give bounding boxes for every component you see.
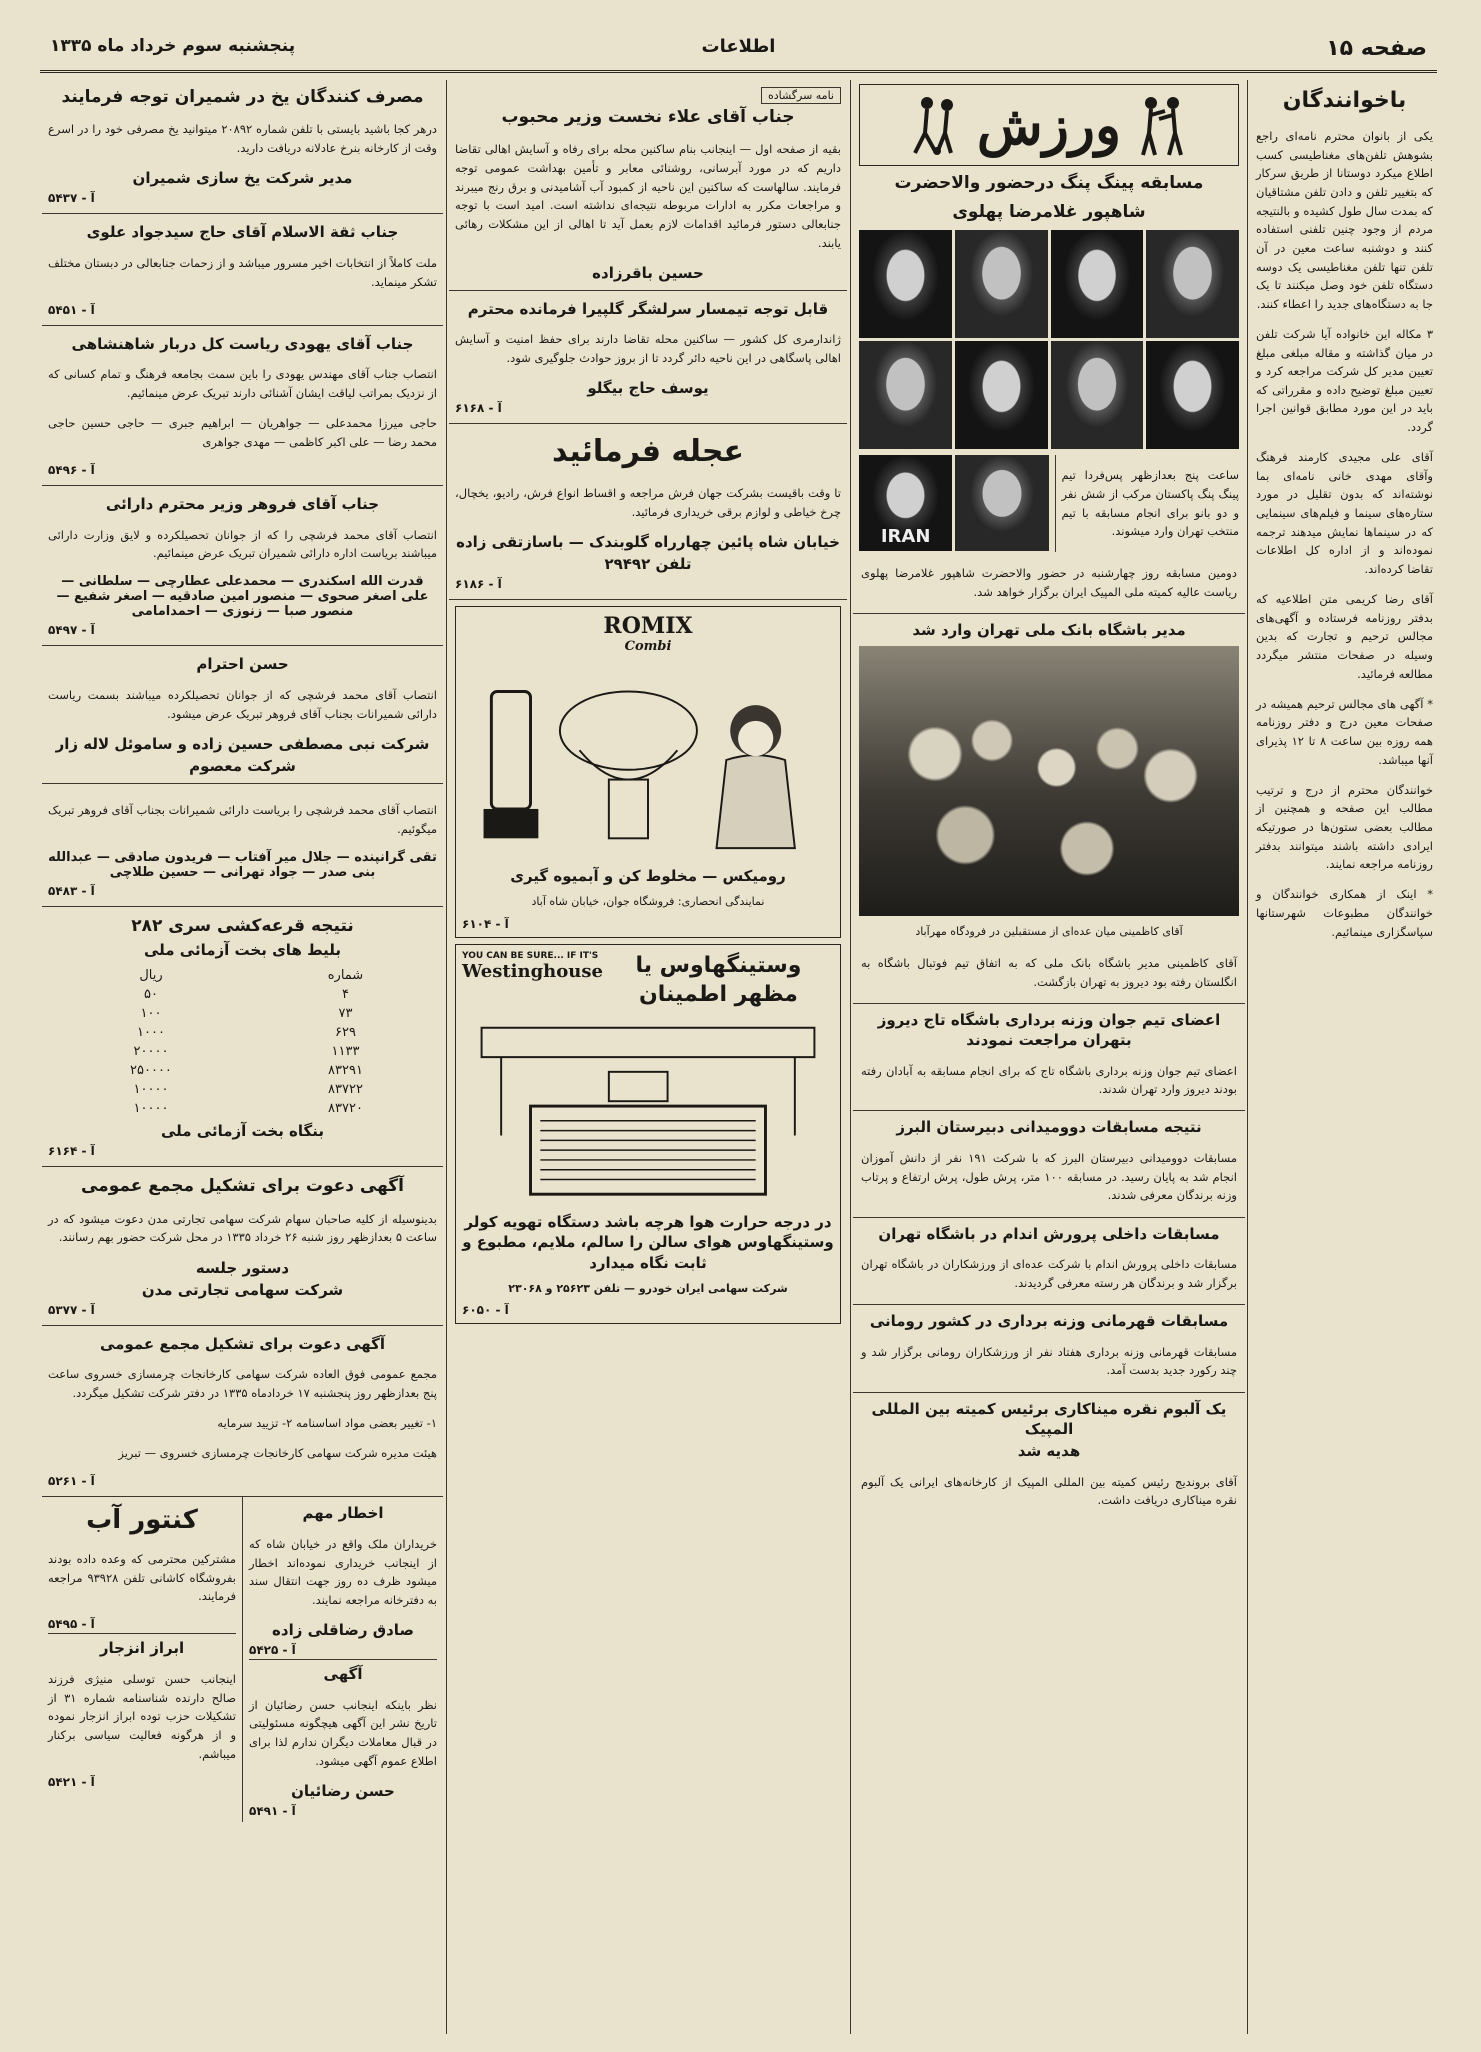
warning-text: خریداران ملک واقع در خیابان شاه که از اینجانب خریداری نموده‌اند اخطار میشود ظرف ده روز جهت انتقال سند به دفترخانه مراجعه نمایند.	[249, 1537, 437, 1607]
court-notice-text: انتصاب جناب آقای مهندس یهودی را باین سمت بجامعه فرهنگ و تمام کسانی که از نزدیک بمراتب لیاقت ایشان آشنائی دارند تبریک عرض مینمائیم.	[48, 367, 437, 401]
assembly-notice-2-signature: هیئت مدیره شرکت سهامی کارخانجات چرمسازی خسروی — تبریز	[118, 1446, 437, 1461]
lottery-row	[48, 1099, 437, 1118]
ehteram-notice-title: حسن احترام	[196, 655, 289, 674]
assembly-notice-signature: شرکت سهامی تجارتی مدن	[141, 1280, 344, 1299]
ad-code: آ - ۵۴۹۵	[48, 1617, 95, 1632]
military-letter	[449, 291, 847, 425]
player-photo	[1051, 230, 1144, 338]
ad-code: آ - ۶۱۰۴	[462, 916, 509, 931]
water-meter-text: مشترکین محترمی که وعده داده بودند بفروشگاه کاشانی تلفن ۹۳۹۲۸ مراجعه فرمایند.	[48, 1551, 236, 1604]
match-title: مسابقه پینگ پنگ درحضور والاحضرت	[894, 173, 1204, 193]
warning-signature: صادق رضاقلی زاده	[272, 1621, 414, 1640]
romix-text: رومیکس — مخلوط کن و آبمیوه گیری	[510, 866, 786, 885]
finance-notice	[42, 486, 443, 647]
assembly-notice-2-items: ۱- تغییر بعضی مواد اساسنامه ۲- تزیید سرمایه	[217, 1416, 437, 1431]
military-letter-text: ژاندارمری کل کشور — ساکنین محله تقاضا دارند برای حفظ امنیت و آسایش اهالی پاسگاهی در این ناحیه دائر گردد تا از بروز حوادث جلوگیری شود.	[455, 332, 841, 366]
bottom-notices	[42, 1497, 443, 1822]
iran-jersey-label: IRAN	[880, 525, 931, 547]
lottery-row	[48, 1042, 437, 1061]
airport-photo-caption: آقای کاظمینی میان عده‌ای از مستقبلین در فرودگاه مهرآباد	[915, 924, 1183, 938]
player-photo	[955, 230, 1048, 338]
assembly-notice-text: بدینوسیله از کلیه صاحبان سهام شرکت سهامی تجارتی مدن دعوت میشود که در ساعت ۵ بعدازظهر روز شنبه ۲۶ خرداد ۱۳۳۵ در محل شرکت حضور بهم رسانند.	[48, 1211, 437, 1245]
lottery-header-cell: ریال	[139, 968, 163, 984]
sports-column	[853, 78, 1245, 2036]
ad-code: آ - ۵۴۸۳	[48, 884, 95, 899]
westinghouse-ad	[455, 944, 841, 1325]
disavowal-text: اینجانب حسن توسلی منیژی فرزند صالح دارنده شناسنامه شماره ۳۱ از تشکیلات حزب توده ابراز انزجار نموده و از هرگونه فعالیت سیاسی برکنار میباشم.	[48, 1672, 236, 1761]
assembly-notice-2	[42, 1326, 443, 1498]
hurry-ad	[449, 424, 847, 600]
romania-title: مسابقات قهرمانی وزنه برداری در کشور رومانی	[853, 1304, 1245, 1331]
hurry-ad-phone: تلفن ۲۹۴۹۲	[604, 554, 692, 573]
alavi-notice-text: ملت کاملاً از انتخابات اخیر مسرور میباشد و از زحمات جنابعالی در دبستان مختلف تشکر مینماید.	[48, 255, 437, 289]
readers-paragraph: آقای علی مجیدی کارمند فرهنگ وآقای مهدی خانی نامه‌ای بما نوشته‌اند که بدون تقلیل در مورد ستاره‌های سینما و فیلم‌های سینمایی که در سینماها نمایش میدهند ترجمه نموده‌اند و از اداره کل اطلاعات تقاضا کرده‌اند.	[1256, 450, 1433, 576]
readers-paragraph: آقای رضا کریمی متن اطلاعیه که بدفتر روزنامه فرستاده و آگهی‌های مجالس ترحیم و تجارت که بدین وسیله در صفحات منتشر میگردد مطالعه فرمائید.	[1256, 592, 1433, 681]
military-letter-title: قابل توجه تیمسار سرلشگر گلپیرا فرمانده محترم	[467, 299, 829, 318]
ad-code: آ - ۵۴۹۱	[249, 1803, 296, 1818]
hurry-ad-address: خیابان شاه پائین چهارراه گلوبندک — باسازتقی زاده	[456, 532, 840, 551]
team-block	[853, 455, 1245, 553]
finance-notice-title: جناب آقای فروهر وزیر محترم دارائی	[105, 494, 380, 513]
lottery-header-row	[48, 966, 437, 985]
lottery-prize: ۱۰۰۰۰	[133, 1101, 169, 1117]
westinghouse-title: وستینگهاوس یا مظهر اطمینان	[635, 952, 802, 1008]
ad-code: آ - ۶۱۸۶	[455, 576, 502, 591]
lottery-row	[48, 1080, 437, 1099]
lottery-prize: ۵۰	[143, 987, 158, 1003]
ad-code: آ - ۵۴۲۵	[249, 1643, 296, 1658]
player-photo	[955, 455, 1048, 551]
boxers-icon	[1133, 93, 1191, 157]
lottery-prize: ۱۰۰۰	[137, 1025, 165, 1041]
open-letter-text: بقیه از صفحه اول — اینجانب بنام ساکنین محله برای رفاه و آسایش اهالی تقاضا داریم که در مورد آبرسانی، روشنائی معابر و تأمین بهداشت عمومی توجه فرمایند. سالهاست که ساکنین این ناحیه از کمبود آب آشامیدنی و برق رنج میبرند و مراجعات مکرر به ادارات مربوطه نتیجه‌ای نداشته است. امید است با توجه جنابعالی دستور فرمائید اقدامات لازم بعمل آید تا اهالی از این مشکلات رهائی یابند.	[455, 142, 841, 250]
assembly-notice-title: آگهی دعوت برای تشکیل مجمع عمومی	[80, 1176, 405, 1197]
lottery-prize: ۲۰۰۰۰	[133, 1044, 169, 1060]
footballers-icon	[907, 93, 965, 157]
ice-notice-text: درهر کجا باشید بایستی با تلفن شماره ۲۰۸۹۲ میتوانید یخ مصرفی خود را در اسرع وقت از کارخانه بنرخ عادلانه دریافت دارید.	[48, 122, 437, 156]
weightlifting-title: اعضای تیم جوان وزنه برداری باشگاه تاج دیروز بتهران مراجعت نمودند	[853, 1003, 1245, 1051]
farsh-notice	[42, 784, 443, 907]
weightlifting-text: اعضای تیم جوان وزنه برداری باشگاه تاج که برای انجام مسابقه به آبادان رفته بودند دیروز وارد تهران شدند.	[861, 1063, 1237, 1097]
readers-heading: باخوانندگان	[1282, 88, 1407, 113]
lottery-row	[48, 985, 437, 1004]
team-text: دومین مسابقه روز چهارشنبه در حضور والاحضرت شاهپور غلامرضا پهلوی ریاست عالیه کمیته ملی المپیک ایران برگزار خواهد شد.	[861, 565, 1237, 599]
open-letter-label: نامه سرگشاده	[761, 87, 841, 104]
notice-title: آگهی	[249, 1659, 437, 1684]
lottery-prize: ۱۰۰	[140, 1006, 162, 1022]
water-meter-title: کنتور آب	[86, 1505, 198, 1536]
lottery-subtitle: بلیط های بخت آزمائی ملی	[143, 941, 342, 960]
ice-notice-signature: مدیر شرکت یخ سازی شمیران	[132, 169, 353, 188]
bodybuilding-text: مسابقات داخلی پرورش اندام با شرکت عده‌ای از ورزشکاران در باشگاه تهران برگزار شد و برندگان هر رسته معرفی گردیدند.	[861, 1257, 1237, 1290]
lottery-number: ۶۲۹	[335, 1025, 356, 1041]
farsh-notice-text: انتصاب آقای محمد فرشچی را بریاست دارائی شمیرانات بجناب آقای فروهر تبریک میگوئیم.	[48, 803, 437, 837]
ice-notice-title: مصرف کنندگان یخ در شمیران توجه فرمایند	[61, 87, 424, 107]
farsh-notice-names: تقی گرانپنده — جلال میر آفتاب — فریدون صادقی — عبدالله بنی صدر — جواد تهرانی — حسین طلاچی	[48, 850, 437, 881]
sports-header	[859, 84, 1239, 166]
romix-illustration	[462, 660, 834, 860]
ad-code: آ - ۵۴۳۷	[48, 191, 95, 206]
masthead	[40, 28, 1437, 73]
lottery-number: ۱۱۳۳	[331, 1044, 360, 1060]
lottery-number: ۴	[341, 987, 349, 1003]
ad-code: آ - ۶۱۶۸	[455, 401, 502, 416]
readers-column	[1250, 78, 1439, 2036]
hurry-ad-title: عجله فرمائید	[552, 434, 744, 470]
lottery-prize: ۲۵۰۰۰۰	[130, 1063, 172, 1079]
column-divider	[850, 80, 851, 2034]
player-photo	[859, 341, 952, 449]
readers-paragraph: ۳ مکاله این خانواده آیا شرکت تلفن در میان گذاشته و مقاله مبلغی مبلغ تعیین مدیر کل شرکت مراجعه کرد و تعیین مبلغ توضیح داده و مقرراتی که باید در این مورد مطابق قوانین اجرا گردد.	[1256, 326, 1433, 435]
finance-notice-text: انتصاب آقای محمد فرشچی را که از جوانان تحصیلکرده و لایق وزارت دارائی میباشند بریاست اداره دارائی شمیران تبریک عرض مینمائیم.	[48, 527, 437, 561]
company-name: شرکت نبی مصطفی حسین زاده و ساموئل لاله زار	[55, 734, 430, 753]
lottery-number: ۸۳۷۲۲	[328, 1082, 363, 1098]
readers-paragraph: * اینک از همکاری خوانندگان و خوانندگان مطبوعات شهرستانها سپاسگزاری مینمائیم.	[1256, 887, 1433, 939]
lottery-number: ۷۳	[338, 1006, 353, 1022]
readers-paragraph: یکی از بانوان محترم نامه‌ای راجع بشوهش تلفن‌های مغناطیسی کسب اطلاع میکرد دوستانا از طریق سرکار که بتغییر تلفن و دادن تلفن مشتاقیان که بمدت سال طول کشیده و بالنتیجه مردم از وجود چنین تلفنی استفاده کنند و دوشنبه ساعت معین در آن تلفن تنها تلفن مغناطیسی یک دوسه دستگاه تلفن خود وصل میکنند تا یک جا به دستگاه‌های جدید را اعطاء کنند.	[1256, 129, 1433, 311]
disavowal-title: ابراز انزجار	[48, 1633, 236, 1658]
director-title: مدیر باشگاه بانک ملی تهران وارد شد	[853, 613, 1245, 640]
player-photo	[859, 230, 952, 338]
alavi-notice-title: جناب ثقة الاسلام آقای حاج سیدجواد علوی	[86, 223, 399, 242]
match-subtitle: شاهپور غلامرضا پهلوی	[952, 201, 1146, 222]
ehteram-notice	[42, 646, 443, 784]
open-letter	[449, 78, 847, 291]
alavi-notice	[42, 214, 443, 326]
bodybuilding-title: مسابقات داخلی پرورش اندام در باشگاه تهران	[853, 1217, 1245, 1244]
court-notice-title: جناب آقای یهودی ریاست کل دربار شاهنشاهی	[71, 334, 414, 353]
lottery-number: ۸۳۲۹۱	[328, 1063, 363, 1079]
romix-subbrand: Combi	[624, 638, 672, 654]
notice-text: نظر باینکه اینجانب حسن رضائیان از تاریخ نشر این آگهی هیچگونه مسئولیتی در قبال معاملات دیگران ندارم لذا برای اطلاع عموم آگهی میشود.	[249, 1697, 437, 1768]
open-letter-title: جناب آقای علاء نخست وزیر محبوب	[501, 107, 795, 127]
ad-code: آ - ۶۰۵۰	[462, 1303, 509, 1318]
player-photo	[1051, 341, 1144, 449]
olympic-subtitle: هدیه شد	[1017, 1442, 1081, 1460]
page-number: صفحه ۱۵	[1326, 36, 1427, 61]
finance-notice-names: قدرت الله اسکندری — محمدعلی عطارچی — سلطانی — علی اصغر صحوی — منصور امین صادقیه — اصغر شفیع — منصور صبا — زنوزی — احمدامامی	[56, 574, 429, 620]
court-notice	[42, 326, 443, 486]
airport-photo	[859, 646, 1239, 916]
lottery-results	[42, 907, 443, 1167]
court-notice-names: حاجی میرزا محمدعلی — جواهریان — ابراهیم جبری — حاجی حسین حاجی محمد رضا — علی اکبر کاظمی — مهدی جواهری	[48, 416, 437, 449]
assembly-notice-2-text: مجمع عمومی فوق العاده شرکت سهامی کارخانجات چرمسازی خسروی ساعت پنج بعدازظهر روز پنجشنبه ۱۷ خردادماه ۱۳۳۵ در دفتر شرکت تشکیل میگردد.	[48, 1367, 437, 1400]
hurry-ad-text: تا وقت باقیست بشرکت جهان فرش مراجعه و اقساط انواع فرش، رادیو، یخچال، چرخ خیاطی و لوازم برقی خریداری فرمائید.	[455, 486, 841, 519]
westinghouse-brand: Westinghouse	[462, 960, 603, 982]
assembly-notice	[42, 1167, 443, 1325]
ad-code: آ - ۵۲۶۱	[48, 1474, 95, 1489]
readers-paragraph: خوانندگان محترم از درج و ترتیب مطالب این صفحه و همچنین از مطالب بعضی ستون‌ها در صورتیکه ایرادی داشته باشند میتوانند بدفتر روزنامه مراجعه نمایند.	[1256, 782, 1433, 872]
athletics-text: مسابقات دوومیدانی دبیرستان البرز که با شرکت ۱۹۱ نفر از دانش آموزان انجام شد به پایان رسید. در مسابقه ۱۰۰ متر، پرش طول، پرش ارتفاع و پرتاب وزنه برندگان معرفی شدند.	[861, 1151, 1238, 1203]
column-divider	[446, 80, 447, 2034]
ad-code: آ - ۵۴۵۱	[48, 302, 95, 317]
lottery-number: ۸۳۷۲۰	[328, 1101, 363, 1117]
olympic-text: آقای بروندیج رئیس کمیته بین المللی المپیک از کارخانه‌های ایرانی یک آلبوم نقره میناکاری دریافت داشت.	[861, 1474, 1237, 1508]
notices-column	[42, 78, 443, 2036]
lottery-prize: ۱۰۰۰۰	[133, 1082, 169, 1098]
ad-code: آ - ۵۴۹۷	[48, 623, 95, 638]
romix-brand: ROMIX	[603, 612, 693, 639]
lottery-table	[48, 966, 437, 1118]
readers-paragraph: * آگهی های مجالس ترحیم همیشه در صفحات معین درج و دفتر روزنامه همه روزه بین ساعت ۸ تا ۱۲ پذیرای آنها میباشد.	[1256, 696, 1433, 767]
ad-code: آ - ۵۴۹۶	[48, 462, 95, 477]
athletics-title: نتیجه مسابقات دوومیدانی دبیرستان البرز	[853, 1110, 1245, 1137]
open-letter-signature: حسین باقرزاده	[592, 263, 704, 282]
director-text: آقای کاظمینی مدیر باشگاه بانک ملی که به اتفاق تیم فوتبال باشگاه به انگلستان رفته بود دیروز به تهران بازگشت.	[861, 955, 1237, 989]
lottery-row	[48, 1023, 437, 1042]
lottery-title: نتیجه قرعه‌کشی سری ۲۸۲	[131, 916, 354, 937]
lottery-signature: بنگاه بخت آزمائی ملی	[160, 1122, 325, 1141]
issue-date: پنجشنبه سوم خرداد ماه ۱۳۳۵	[50, 36, 296, 56]
romix-ad	[455, 606, 841, 938]
romania-text: مسابقات قهرمانی وزنه برداری هفتاد نفر از ورزشکاران رومانی برگزار شد و چند رکورد جدید بدست آمد.	[861, 1344, 1237, 1378]
air-conditioner-illustration	[462, 1016, 834, 1206]
warning-title: اخطار مهم	[302, 1504, 384, 1523]
notice-signature: حسن رضائیان	[291, 1781, 395, 1800]
ice-notice	[42, 78, 443, 214]
player-photo	[1146, 230, 1239, 338]
player-photos	[859, 230, 1239, 449]
sports-title: ورزش	[976, 93, 1122, 157]
westinghouse-text: در درجه حرارت هوا هرچه باشد دستگاه تهویه کولر وستینگهاوس هوای سالن را سالم، ملایم، مطبوع و ثابت نگاه میدارد	[462, 1213, 834, 1272]
assembly-notice-2-title: آگهی دعوت برای تشکیل مجمع عمومی	[99, 1334, 386, 1353]
olympic-title: یک آلبوم نقره میناکاری برئیس کمیته بین المللی المپیک	[853, 1392, 1245, 1440]
westinghouse-agent: شرکت سهامی ایران خودرو — تلفن ۲۵۶۲۳ و ۲۳۰۶۸	[508, 1281, 788, 1295]
player-photo	[1146, 341, 1239, 449]
ad-code: آ - ۶۱۶۴	[48, 1144, 95, 1159]
military-letter-signature: یوسف حاج بیگلو	[587, 379, 709, 398]
letters-ads-column	[449, 78, 847, 2036]
lottery-row	[48, 1061, 437, 1080]
column-divider	[1247, 80, 1248, 2034]
ehteram-notice-text: انتصاب آقای محمد فرشچی که از جوانان تحصیلکرده میباشند بسمت ریاست دارائی شمیرانات بجناب آقای فروهر تبریک عرض میشود.	[48, 688, 437, 721]
lottery-row	[48, 1004, 437, 1023]
ad-code: آ - ۵۴۲۱	[48, 1774, 95, 1789]
westinghouse-tagline: YOU CAN BE SURE... IF IT'S	[462, 950, 599, 961]
assembly-agenda-label: دستور جلسه	[195, 1258, 290, 1277]
lottery-header-cell: شماره	[327, 968, 364, 984]
paper-name: اطلاعات	[701, 36, 776, 57]
romix-agent: نمایندگی انحصاری: فروشگاه جوان، خیابان شاه آباد	[531, 895, 765, 909]
team-caption: ساعت پنج بعدازظهر پس‌فردا تیم پینگ پنگ پاکستان مرکب از شش نفر و دو بانو برای انجام مسابقه با تیم منتخب تهران وارد میشوند.	[1061, 468, 1239, 539]
player-photo	[859, 455, 952, 551]
company-subname: شرکت معصوم	[189, 756, 296, 775]
player-photo	[955, 341, 1048, 449]
ad-code: آ - ۵۳۷۷	[48, 1302, 95, 1317]
